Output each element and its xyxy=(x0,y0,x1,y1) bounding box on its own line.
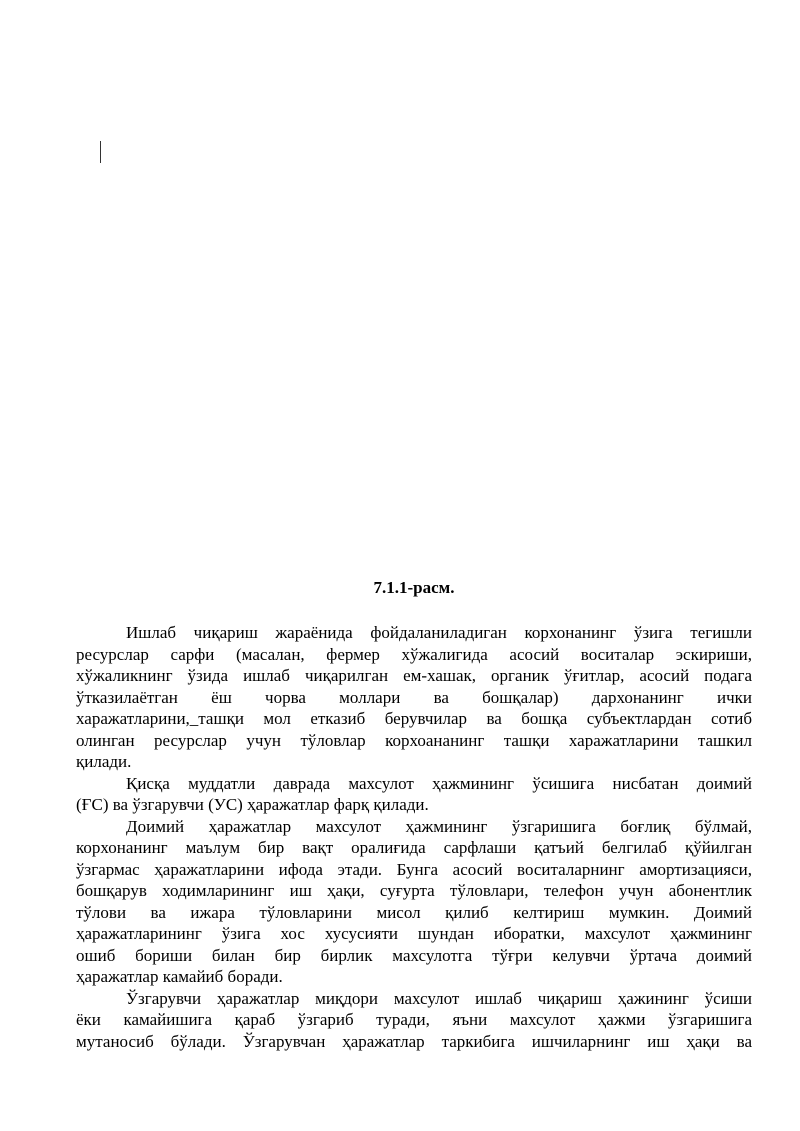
text-line: Ўзгарувчи ҳаражатлар миқдори махсулот ишлаб чиқариш ҳажининг ўсиши xyxy=(126,988,752,1008)
text-line: ҳаражатлар камайиб боради. xyxy=(76,967,283,986)
figure-caption: 7.1.1-расм. xyxy=(373,578,455,597)
text-line: Ишлаб чиқариш жараёнида фойдаланиладиган корхонанинг ўзига тегишли xyxy=(126,623,752,642)
text-line: (ҒС) ва ўзгарувчи (УС) ҳаражатлар фарқ қилади. xyxy=(76,795,429,814)
text-line: қилади. xyxy=(76,752,132,771)
text-line: ҳаражатларининг ўзига хос хусусияти шундан иборатки, махсулот ҳажмининг xyxy=(76,924,752,943)
text-line: ёки камайишига қараб ўзгариб туради, яъни махсулот ҳажми ўзгаришига xyxy=(76,1010,752,1029)
text-line: ўзгармас ҳаражатларини ифода этади. Бунга асосий воситаларнинг амортизацияси, xyxy=(76,859,752,879)
text-line: хўжаликнинг ўзида ишлаб чиқарилган ем-хашак, органик ўғитлар, асосий подага xyxy=(76,666,752,685)
text-line: Доимий ҳаражатлар махсулот ҳажмининг ўзгаришига боғлиқ бўлмай, xyxy=(126,816,752,836)
text-line: ўтказилаётган ёш чорва моллари ва бошқалар) дархонанинг ички xyxy=(76,687,752,707)
body-text xyxy=(76,622,752,1052)
text-line: олинган ресурслар учун тўловлар корхоананинг ташқи харажатларини ташкил xyxy=(76,730,752,750)
text-line: Қисқа муддатли даврада махсулот ҳажмининг ўсишига нисбатан доимий xyxy=(126,773,752,793)
text-line: корхонанинг маълум бир вақт оралиғида сарфлаши қатъий белгилаб қўйилган xyxy=(76,838,752,857)
paragraph-3 xyxy=(76,816,752,988)
text-line: тўлови ва ижара тўловларини мисол қилиб келтириш мумкин. Доимий xyxy=(76,902,752,922)
text-line: мутаносиб бўлади. Ўзгарувчан ҳаражатлар таркибига ишчиларнинг иш ҳақи ва xyxy=(76,1031,752,1051)
paragraph-1 xyxy=(76,622,752,773)
text-line: бошқарув ходимларининг иш ҳақи, суғурта тўловлари, телефон учун абонентлик xyxy=(76,881,752,900)
text-cursor xyxy=(100,141,101,163)
text-line: ресурслар сарфи (масалан, фермер хўжалигида асосий воситалар эскириши, xyxy=(76,644,752,664)
text-line: ошиб бориши билан бир бирлик махсулотга тўғри келувчи ўртача доимий xyxy=(76,945,752,965)
paragraph-2 xyxy=(76,773,752,816)
paragraph-4 xyxy=(76,988,752,1053)
text-line: харажатларини,_ташқи мол етказиб берувчилар ва бошқа субъектлардан сотиб xyxy=(76,709,752,728)
